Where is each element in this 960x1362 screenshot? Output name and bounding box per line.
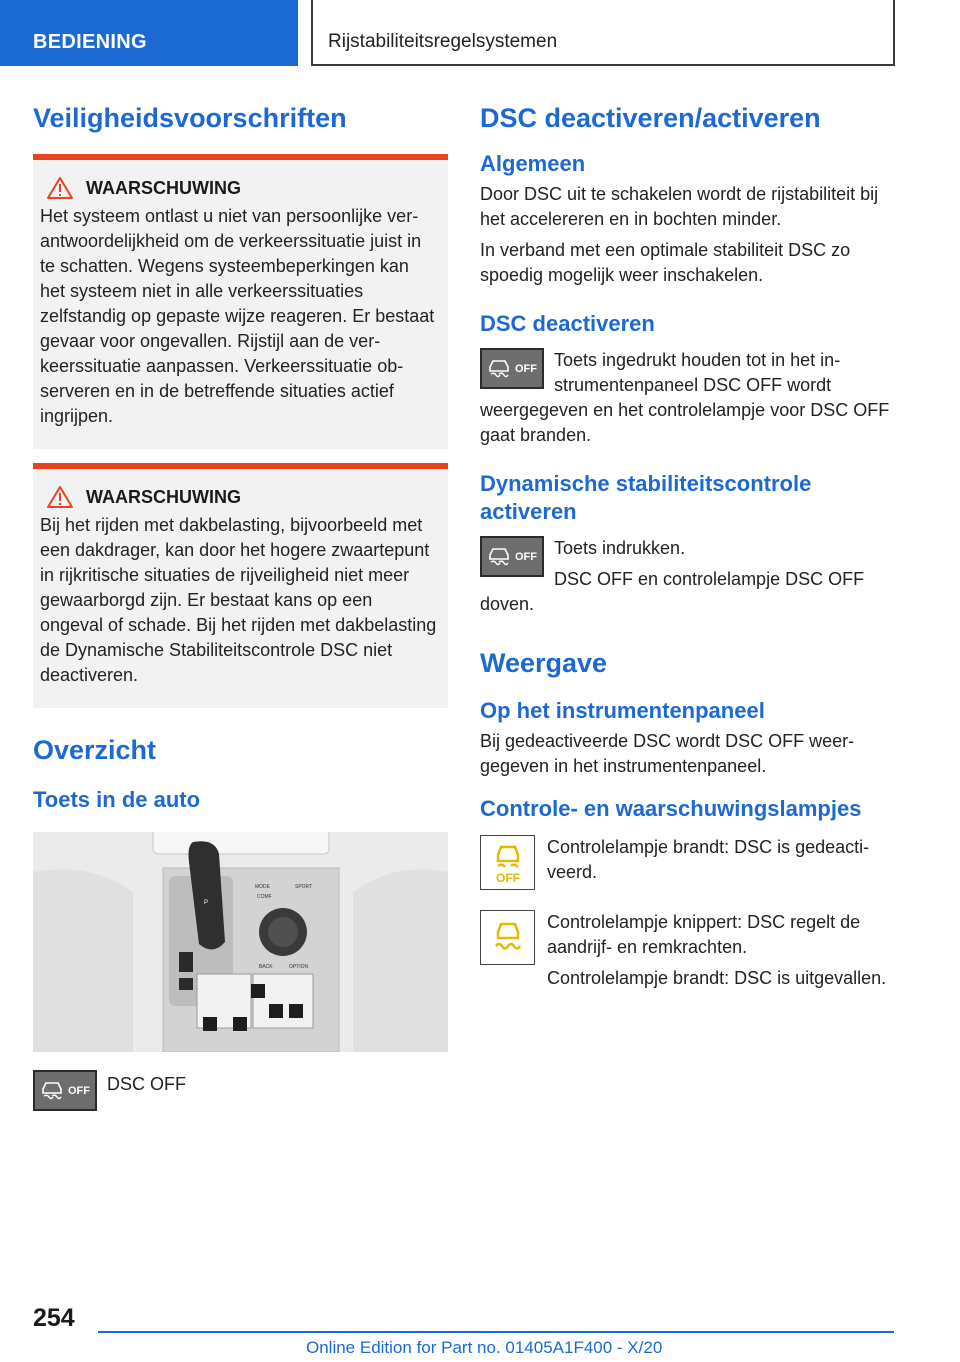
svg-text:OPTION: OPTION	[289, 964, 309, 970]
safety-title: Veiligheidsvoorschriften	[33, 103, 347, 133]
car-skid-icon	[40, 1080, 64, 1102]
activate-block	[480, 536, 895, 617]
dsc-off-warning-lamp-icon	[480, 835, 535, 890]
lamp2-row	[480, 910, 895, 991]
svg-text:OFF: OFF	[495, 870, 520, 885]
general-heading: Algemeen	[480, 151, 586, 176]
general-p2: In verband met een optimale stabiliteit DSC zo spoedig mogelijk weer inschakelen.	[480, 240, 851, 285]
svg-text:MODE: MODE	[255, 884, 270, 890]
left-column	[33, 100, 448, 1111]
off-label: OFF	[515, 362, 537, 375]
lamp2-text-b: Controlelampje brandt: DSC is uitgevallen.	[547, 968, 887, 988]
deactivate-block	[480, 348, 895, 448]
lamps-heading: Controle- en waarschuwingslampjes	[480, 796, 862, 821]
car-skid-icon	[487, 358, 511, 380]
legend-text: DSC OFF	[107, 1074, 186, 1094]
activate-step2: DSC OFF en controlelampje DSC OFF doven.	[480, 569, 865, 614]
general-p1: Door DSC uit te schakelen wordt de rijstabiliteit bij het accelereren en in bochten minder.	[480, 184, 879, 229]
footer-rule	[98, 1331, 894, 1333]
activate-step1: Toets indrukken.	[554, 538, 686, 558]
svg-text:P: P	[204, 900, 209, 906]
warning-triangle-icon	[46, 176, 74, 200]
panel-heading: Op het instrumentenpaneel	[480, 698, 765, 723]
dsc-off-legend	[33, 1070, 448, 1111]
activate-heading: Dynamische stabiliteitscontrole activeren	[480, 471, 812, 524]
display-title: Weergave	[480, 648, 608, 678]
off-label: OFF	[515, 550, 537, 563]
center-console-illustration	[33, 832, 448, 1052]
svg-text:COMF: COMF	[257, 894, 272, 900]
page-number: 254	[33, 1304, 75, 1332]
header-section-tab	[0, 0, 298, 66]
dsc-title: DSC deactiveren/activeren	[480, 103, 821, 133]
button-subtitle: Toets in de auto	[33, 787, 201, 812]
car-skid-icon	[487, 546, 511, 568]
header-section-label: BEDIENING	[33, 31, 147, 53]
footer-edition: Online Edition for Part no. 01405A1F400 - X/20	[306, 1338, 663, 1357]
lamp1-row	[480, 835, 895, 890]
svg-text:BACK: BACK	[259, 964, 273, 970]
dsc-off-button-icon	[33, 1070, 97, 1111]
overview-title: Overzicht	[33, 735, 157, 765]
dsc-off-button-icon	[480, 348, 544, 389]
right-column	[480, 100, 895, 991]
warning-text: Het systeem ontlast u niet van persoonlijke verantwoordelijkheid om de verkeerssituatie juist in te schatten. Wegens systeembeperkingen kan het systeem niet in alle verkeerssituaties zelfstandig op gepaste wijze reageren. Er bestaat gevaar voor ongevallen. Rijstijl aan de verkeerssituatie aanpassen. Verkeerssituatie observeren en in de betreffende situaties actief ingrijpen.	[40, 206, 435, 426]
off-label: OFF	[68, 1084, 90, 1097]
dsc-off-button-icon	[480, 536, 544, 577]
panel-text: Bij gedeactiveerde DSC wordt DSC OFF weergegeven in het instrumentenpaneel.	[480, 731, 855, 776]
lamp1-text: Controlelampje brandt: DSC is gedeactiveerd.	[547, 837, 870, 882]
center-console-photo	[33, 832, 448, 1052]
header-topic	[311, 0, 895, 66]
warning-label: WAARSCHUWING	[86, 487, 241, 507]
warning-label: WAARSCHUWING	[86, 178, 241, 198]
deactivate-heading: DSC deactiveren	[480, 311, 655, 336]
dsc-active-warning-lamp-icon	[480, 910, 535, 965]
deactivate-text: Toets ingedrukt houden tot in het instrumentenpaneel DSC OFF wordt weergegeven en het controlelampje voor DSC OFF gaat branden.	[480, 350, 890, 445]
warning-triangle-icon	[46, 485, 74, 509]
header-topic-label: Rijstabiliteitsregelsystemen	[328, 31, 558, 52]
lamp2-text-a: Controlelampje knippert: DSC regelt de aandrijf- en remkrachten.	[547, 912, 861, 957]
warning-box-2	[33, 463, 448, 708]
warning-box-1	[33, 154, 448, 449]
warning-text: Bij het rijden met dakbelasting, bijvoorbeeld met een dakdrager, kan door het hogere zwaartepunt in rijkritische situaties de rijveiligheid niet meer gewaarborgd zijn. Er bestaat kans op een ongeval of schade. Bij het rijden met dakbelasting de Dynamische Stabiliteitscontrole DSC niet deactiveren.	[40, 515, 437, 685]
svg-text:SPORT: SPORT	[295, 884, 313, 890]
